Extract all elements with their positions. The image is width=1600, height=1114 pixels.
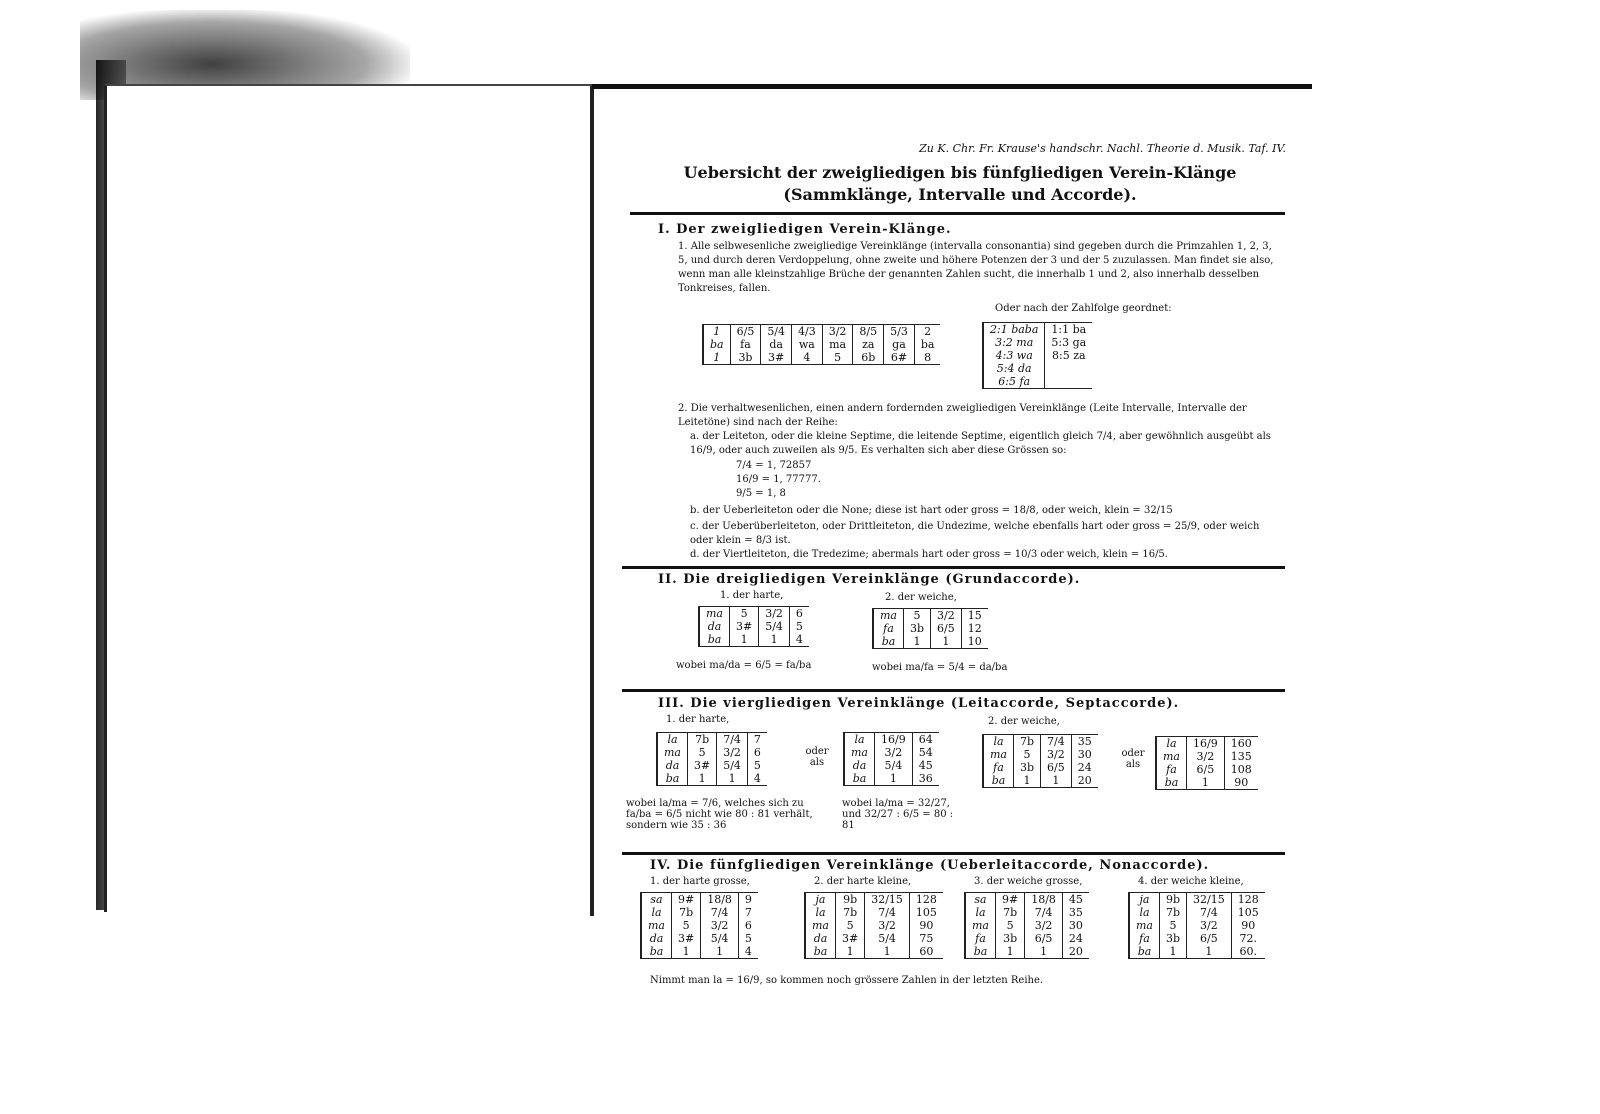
table-cell: 1 [688, 772, 717, 786]
table-cell: ja [1129, 893, 1160, 907]
table-cell: 1 [730, 633, 759, 647]
table-cell: 3b [1160, 932, 1187, 945]
table-row [641, 932, 758, 945]
table-cell: 5 [822, 351, 853, 365]
table-row [844, 733, 939, 747]
label-soft: 2. der weiche, [988, 716, 1060, 727]
section-1-heading: I. Der zweigliedigen Verein-Klänge. [658, 222, 952, 237]
wobei-2: wobei ma/fa = 5/4 = da/ba [872, 662, 1008, 673]
label-hard-small: 2. der harte kleine, [814, 876, 912, 887]
table-cell: 3/2 [822, 325, 853, 339]
table-cell: 1 [1014, 774, 1041, 788]
table-row [983, 748, 1098, 761]
table-cell: fa [1156, 763, 1187, 776]
table-cell: 5 [672, 919, 701, 932]
order-label: Oder nach der Zahlfolge geordnet: [995, 303, 1172, 314]
table-cell: ba [641, 945, 672, 959]
table-cell: 7/4 [865, 906, 910, 919]
table-cell: 75 [909, 932, 943, 945]
table-cell: ma [873, 609, 904, 623]
divider [622, 566, 1285, 569]
table-cell: 5 [996, 919, 1025, 932]
wobei-1: wobei ma/da = 6/5 = fa/ba [676, 660, 812, 671]
table-cell: ba [1156, 776, 1187, 790]
table-cell: 7b [688, 733, 717, 747]
right-page [600, 92, 1310, 1092]
table-cell: 9b [836, 893, 865, 907]
table-cell: 3b [996, 932, 1025, 945]
table-cell: da [805, 932, 836, 945]
table-cell: 6 [789, 607, 809, 621]
table-cell: 1 [1025, 945, 1063, 959]
table-cell: 7b [672, 906, 701, 919]
table-row [805, 919, 943, 932]
table-cell: ja [805, 893, 836, 907]
table-cell: 4/3 [792, 325, 823, 339]
table-cell: ma [699, 607, 730, 621]
table-cell: 5/4 [761, 325, 792, 339]
value-3: 9/5 = 1, 8 [736, 488, 786, 499]
ninth-table-1 [640, 892, 758, 959]
table-cell: 3/2 [717, 746, 748, 759]
item-d: d. der Viertleiteton, die Tredezime; abermals hart oder gross = 10/3 oder weich, klein = 16/5. [690, 549, 1168, 560]
table-cell: 3/2 [701, 919, 739, 932]
label-soft-large: 3. der weiche grosse, [974, 876, 1083, 887]
table-cell: ma [1156, 750, 1187, 763]
table-cell: 105 [909, 906, 943, 919]
seventh-hard-alt-table [843, 732, 939, 786]
table-cell: 1 [1187, 945, 1232, 959]
table-row [1156, 763, 1258, 776]
table-cell: 7/4 [717, 733, 748, 747]
table-cell: 32/15 [865, 893, 910, 907]
oder-als: oder als [1121, 748, 1145, 770]
table-cell: 15 [961, 609, 988, 623]
ninth-table-3 [964, 892, 1089, 959]
table-cell: 18/8 [701, 893, 739, 907]
table-row [1156, 750, 1258, 763]
table-row [805, 893, 943, 907]
table-cell: 30 [1071, 748, 1098, 761]
table-row [983, 336, 1092, 349]
table-cell: 4 [738, 945, 758, 959]
table-row [873, 622, 988, 635]
table-cell: ma [983, 748, 1014, 761]
table-row [965, 945, 1089, 959]
table-row [844, 772, 939, 786]
table-cell: 1 [996, 945, 1025, 959]
table-cell: 3/2 [1187, 919, 1232, 932]
table-row [1129, 932, 1265, 945]
table-cell: 30 [1062, 919, 1089, 932]
table-cell: 5 [738, 932, 758, 945]
table-cell: 32/15 [1187, 893, 1232, 907]
table-cell: 3/2 [759, 607, 790, 621]
table-cell: da [844, 759, 875, 772]
divider [622, 852, 1285, 855]
table-cell: ma [805, 919, 836, 932]
table-cell: da [761, 338, 792, 351]
table-cell: 60 [909, 945, 943, 959]
table-cell: ba [1129, 945, 1160, 959]
page-gutter [590, 86, 594, 916]
header-reference: Zu K. Chr. Fr. Krause's handschr. Nachl. Theorie d. Musik. Taf. IV. [919, 142, 1286, 155]
table-cell: 5 [747, 759, 767, 772]
table-cell: 36 [912, 772, 939, 786]
table-row [983, 735, 1098, 749]
table-cell: 6/5 [1025, 932, 1063, 945]
table-cell: 2:1 baba [983, 323, 1045, 337]
table-cell: 1 [703, 351, 730, 365]
table-cell: ba [805, 945, 836, 959]
table-row [805, 945, 943, 959]
s1-para-1: 1. Alle selbwesenliche zweigliedige Vereinklänge (intervalla consonantia) sind gegeben durch die Primzahlen 1, 2, 3, 5, und durch deren Verdoppelung, ohne zweite und höhere Potenzen der 3 und der 5 zuzulassen. Man findet sie also, wenn man alle kleinstzahlige Brüche der genannten Zahlen sucht, die innerhalb 1 und 2, also innerhalb desselben Tonkreises, fallen. [678, 241, 1274, 294]
table-cell: 20 [1062, 945, 1089, 959]
table-cell: 6/5 [1041, 761, 1072, 774]
table-row [641, 919, 758, 932]
wobei-4: wobei la/ma = 32/27, und 32/27 : 6/5 = 80 : 81 [842, 798, 954, 831]
table-cell: 5/4 [717, 759, 748, 772]
table-cell: ba [914, 338, 940, 351]
table-cell: ma [1129, 919, 1160, 932]
table-row [703, 338, 940, 351]
table-cell: 160 [1224, 737, 1258, 751]
item-c: c. der Ueberüberleiteton, oder Drittleiteton, die Undezime, welche ebenfalls hart oder gross = 25/9, oder weich oder klein = 8/3 ist. [690, 521, 1260, 546]
table-cell: 16/9 [1187, 737, 1225, 751]
table-cell: 60. [1231, 945, 1265, 959]
table-cell: 1 [931, 635, 962, 649]
page-title: Uebersicht der zweigliedigen bis fünfgliedigen Verein-Klänge (Sammklänge, Intervalle und Accorde). [683, 163, 1237, 204]
table-cell: 90 [1231, 919, 1265, 932]
table-cell: ba [699, 633, 730, 647]
label-soft-small: 4. der weiche kleine, [1138, 876, 1244, 887]
table-cell: ba [873, 635, 904, 649]
table-cell: 1 [717, 772, 748, 786]
seventh-hard-table [656, 732, 767, 786]
table-cell: 35 [1062, 906, 1089, 919]
oder-als: oder als [805, 746, 829, 768]
table-cell: 5/4 [875, 759, 913, 772]
table-cell: 64 [912, 733, 939, 747]
table-row [965, 906, 1089, 919]
table-cell: 10 [961, 635, 988, 649]
table-cell: 7 [747, 733, 767, 747]
table-row [873, 635, 988, 649]
table-cell: 90 [1224, 776, 1258, 790]
table-cell: 3/2 [1187, 750, 1225, 763]
table-cell: 3# [761, 351, 792, 365]
table-row [965, 893, 1089, 907]
table-cell: 3# [672, 932, 701, 945]
intervals-table [702, 324, 940, 365]
ninth-table-2 [804, 892, 943, 959]
table-cell: 3/2 [875, 746, 913, 759]
label-hard: 1. der harte, [666, 714, 730, 725]
table-cell: 3:2 ma [983, 336, 1045, 349]
table-cell: 1 [672, 945, 701, 959]
label-hard-large: 1. der harte grosse, [650, 876, 750, 887]
table-cell: 5 [1014, 748, 1041, 761]
table-cell: 20 [1071, 774, 1098, 788]
value-2: 16/9 = 1, 77777. [736, 474, 821, 485]
table-cell: 1 [1041, 774, 1072, 788]
table-cell: da [657, 759, 688, 772]
table-row [1129, 893, 1265, 907]
table-cell: 6 [738, 919, 758, 932]
table-row [1156, 737, 1258, 751]
table-cell: ma [822, 338, 853, 351]
table-cell: 5/4 [865, 932, 910, 945]
table-cell: 4 [792, 351, 823, 365]
table-cell: 7/4 [701, 906, 739, 919]
table-cell: 3# [836, 932, 865, 945]
table-cell: 5 [1160, 919, 1187, 932]
triad-hard-table [698, 606, 809, 647]
table-row [983, 774, 1098, 788]
table-row [657, 759, 767, 772]
table-row [657, 746, 767, 759]
table-cell: 6:5 fa [983, 375, 1045, 389]
table-row [1129, 919, 1265, 932]
label-hard: 1. der harte, [720, 590, 784, 601]
table-row [983, 362, 1092, 375]
table-cell: 6/5 [730, 325, 761, 339]
table-row [1156, 776, 1258, 790]
table-cell: 7/4 [1025, 906, 1063, 919]
table-cell: ma [965, 919, 996, 932]
table-cell: 1 [875, 772, 913, 786]
table-row [873, 609, 988, 623]
footnote: Nimmt man la = 16/9, so kommen noch grössere Zahlen in der letzten Reihe. [650, 975, 1044, 986]
seventh-soft-table [982, 734, 1098, 788]
s1-para-2: 2. Die verhaltwesenlichen, einen andern fordernden zweigliedigen Vereinklänge (Leite Intervalle, Intervalle der Leitetöne) sind nach der Reihe: [678, 403, 1247, 428]
section-4-heading: IV. Die fünfgliedigen Vereinklänge (Ueberleitaccorde, Nonaccorde). [650, 858, 1210, 873]
table-cell: ba [703, 338, 730, 351]
table-row [983, 375, 1092, 389]
table-cell: 9b [1160, 893, 1187, 907]
table-cell: 5/4 [701, 932, 739, 945]
table-cell: fa [1129, 932, 1160, 945]
table-cell [1045, 362, 1092, 375]
table-cell: 6b [853, 351, 884, 365]
blank-left-page [104, 84, 593, 912]
table-cell: 7b [996, 906, 1025, 919]
table-cell: 5 [904, 609, 931, 623]
table-cell: 5 [836, 919, 865, 932]
table-row [844, 746, 939, 759]
table-cell: fa [730, 338, 761, 351]
table-cell: 7/4 [1041, 735, 1072, 749]
table-cell: 72. [1231, 932, 1265, 945]
table-cell: la [1129, 906, 1160, 919]
table-row [699, 607, 809, 621]
table-cell: 8/5 [853, 325, 884, 339]
table-row [1129, 945, 1265, 959]
table-cell: 6 [747, 746, 767, 759]
table-cell: 4:3 wa [983, 349, 1045, 362]
table-cell: ma [657, 746, 688, 759]
table-cell: 16/9 [875, 733, 913, 747]
table-cell: 3# [688, 759, 717, 772]
table-cell: 7/4 [1187, 906, 1232, 919]
value-1: 7/4 = 1, 72857 [736, 460, 812, 471]
table-cell: 6/5 [931, 622, 962, 635]
table-cell: 90 [909, 919, 943, 932]
table-cell: 1 [759, 633, 790, 647]
table-cell: 12 [961, 622, 988, 635]
table-cell: 5 [730, 607, 759, 621]
table-cell: 1 [865, 945, 910, 959]
item-a: a. der Leiteton, oder die kleine Septime, die leitende Septime, eigentlich gleich 7/4, aber gewöhnlich ausgeübt als 16/9, oder auch zuweilen als 9/5. Es verhalten sich aber diese Grössen so: [690, 431, 1271, 456]
table-row [1129, 906, 1265, 919]
table-cell: 7b [1014, 735, 1041, 749]
table-cell: ma [641, 919, 672, 932]
table-cell: 24 [1071, 761, 1098, 774]
table-cell: 7b [836, 906, 865, 919]
ninth-table-4 [1128, 892, 1265, 959]
table-cell: 4 [789, 633, 809, 647]
table-cell: 45 [1062, 893, 1089, 907]
table-row [657, 772, 767, 786]
table-cell: 6/5 [1187, 932, 1232, 945]
table-cell: 135 [1224, 750, 1258, 763]
table-cell: da [641, 932, 672, 945]
table-cell: ba [844, 772, 875, 786]
table-cell: 1:1 ba [1045, 323, 1092, 337]
table-cell [1045, 375, 1092, 389]
table-cell: 7 [738, 906, 758, 919]
table-row [641, 945, 758, 959]
table-cell: 3# [730, 620, 759, 633]
table-row [805, 932, 943, 945]
table-cell: la [657, 733, 688, 747]
table-cell: 9 [738, 893, 758, 907]
divider [622, 689, 1285, 692]
table-cell: ma [844, 746, 875, 759]
table-cell: 128 [1231, 893, 1265, 907]
table-row [844, 759, 939, 772]
table-cell: 18/8 [1025, 893, 1063, 907]
table-row [699, 620, 809, 633]
table-cell: 9# [996, 893, 1025, 907]
table-cell: 108 [1224, 763, 1258, 776]
table-cell: la [965, 906, 996, 919]
table-cell: za [853, 338, 884, 351]
table-cell: 5 [789, 620, 809, 633]
table-row [965, 932, 1089, 945]
wobei-3: wobei la/ma = 7/6, welches sich zu fa/ba = 6/5 nicht wie 80 : 81 verhält, sondern wie 35 : 36 [626, 798, 813, 831]
table-cell: 5:3 ga [1045, 336, 1092, 349]
table-cell: 5:4 da [983, 362, 1045, 375]
table-cell: 1 [703, 325, 730, 339]
table-cell: la [983, 735, 1014, 749]
table-cell: ba [965, 945, 996, 959]
section-2-heading: II. Die dreigliedigen Vereinklänge (Grundaccorde). [658, 572, 1081, 587]
table-row [703, 325, 940, 339]
table-cell: 128 [909, 893, 943, 907]
table-row [657, 733, 767, 747]
table-cell: fa [873, 622, 904, 635]
top-edge [592, 84, 1312, 89]
divider [630, 212, 1285, 215]
table-row [805, 906, 943, 919]
table-cell: 54 [912, 746, 939, 759]
table-cell: 3/2 [1025, 919, 1063, 932]
table-row [641, 893, 758, 907]
table-cell: fa [965, 932, 996, 945]
table-cell: 35 [1071, 735, 1098, 749]
table-row [983, 761, 1098, 774]
table-cell: ga [884, 338, 915, 351]
table-cell: ba [657, 772, 688, 786]
table-row [703, 351, 940, 365]
table-cell: la [844, 733, 875, 747]
seventh-soft-alt-table [1155, 736, 1258, 790]
table-row [965, 919, 1089, 932]
table-row [699, 633, 809, 647]
triad-soft-table [872, 608, 988, 649]
table-cell: sa [965, 893, 996, 907]
table-cell: 3/2 [1041, 748, 1072, 761]
table-cell: sa [641, 893, 672, 907]
table-row [641, 906, 758, 919]
table-cell: 2 [914, 325, 940, 339]
item-b: b. der Ueberleiteton oder die None; diese ist hart oder gross = 18/8, oder weich, klein = 32/15 [690, 505, 1173, 516]
table-cell: fa [983, 761, 1014, 774]
table-cell: 45 [912, 759, 939, 772]
table-cell: 105 [1231, 906, 1265, 919]
table-cell: 1 [1160, 945, 1187, 959]
table-cell: 1 [904, 635, 931, 649]
table-cell: 3/2 [931, 609, 962, 623]
table-cell: 5 [688, 746, 717, 759]
table-cell: la [1156, 737, 1187, 751]
section-3-heading: III. Die viergliedigen Vereinklänge (Leitaccorde, Septaccorde). [658, 696, 1180, 711]
table-cell: 6/5 [1187, 763, 1225, 776]
ordered-table [982, 322, 1092, 389]
label-soft: 2. der weiche, [885, 592, 957, 603]
table-row [983, 349, 1092, 362]
table-cell: 4 [747, 772, 767, 786]
table-cell: 5/4 [759, 620, 790, 633]
table-cell: 1 [836, 945, 865, 959]
table-cell: la [641, 906, 672, 919]
table-cell: 5/3 [884, 325, 915, 339]
table-row [983, 323, 1092, 337]
table-cell: 3b [1014, 761, 1041, 774]
table-cell: 3/2 [865, 919, 910, 932]
table-cell: da [699, 620, 730, 633]
table-cell: 8:5 za [1045, 349, 1092, 362]
table-cell: 8 [914, 351, 940, 365]
table-cell: 1 [701, 945, 739, 959]
table-cell: wa [792, 338, 823, 351]
table-cell: la [805, 906, 836, 919]
table-cell: 3b [730, 351, 761, 365]
table-cell: 6# [884, 351, 915, 365]
table-cell: 24 [1062, 932, 1089, 945]
table-cell: ba [983, 774, 1014, 788]
table-cell: 3b [904, 622, 931, 635]
table-cell: 9# [672, 893, 701, 907]
table-cell: 1 [1187, 776, 1225, 790]
table-cell: 7b [1160, 906, 1187, 919]
